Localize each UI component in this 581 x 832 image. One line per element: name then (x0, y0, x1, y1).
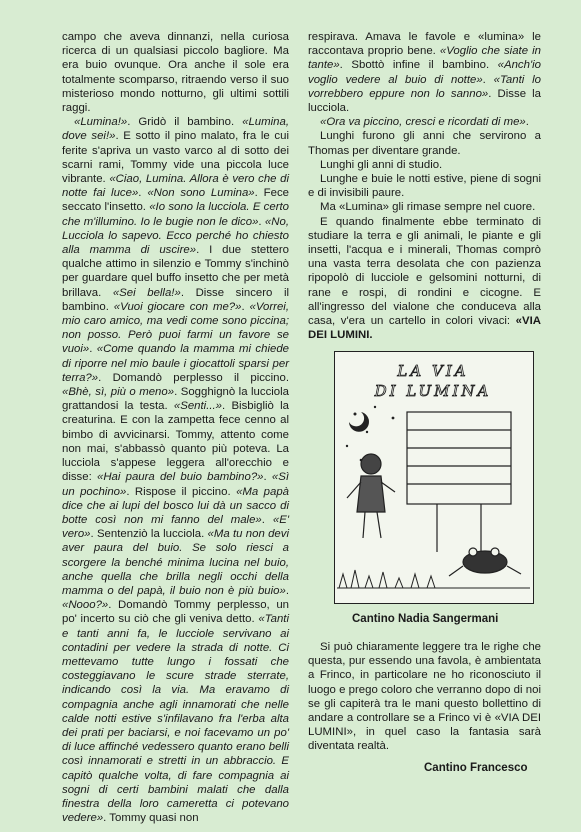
text-run: «Nooo?» (62, 599, 109, 612)
signature: Cantino Francesco (424, 762, 528, 774)
text-run: . I due stettero qualche attimo in silenzio e Tommy s'inchinò per guardare quel buffo insetto che per metà brillava. (62, 244, 289, 299)
text-run: . (258, 215, 265, 228)
text-run: . (263, 471, 272, 484)
text-run: «VIA DEI LUMINI. (308, 315, 541, 342)
illustration (334, 351, 534, 604)
text-run: «Tanti lo vorrebbero eppure non lo sanno» (308, 73, 541, 100)
text-run: . Rispose il piccino. (126, 485, 237, 498)
text-run: «Non sono Lumina» (147, 187, 255, 200)
text-run: Lunghe e buie le notti estive, piene di sogni e di invisibili paure. (308, 173, 541, 200)
closing-paragraph: Si può chiaramente leggere tra le righe che questa, pur essendo una favola, è ambientata a Frinco, in particolare ne ho riconosciuto il luogo e prego coloro che verranno dopo di noi se gli capiterà tra le mani questo bollettino di andare a controllare se a Frinco vi è «VIA DEI LUMINI», in quel caso la fantasia sarà diventata realtà. (308, 641, 541, 753)
text-run: «Lumina, dove sei!» (62, 116, 289, 143)
text-run: «Ma papà dice che ai lupi del bosco lui dà un sacco di botte così non mi fanno del male» (62, 485, 289, 526)
text-run: «Io sono la lucciola. E certo che m'illumino. Io le bugie non le dico» (62, 201, 290, 228)
left-paragraph (62, 115, 289, 825)
text-run: . (285, 584, 289, 597)
signboard-icon (407, 412, 511, 552)
right-column (308, 30, 541, 342)
text-run: «Senti...» (173, 400, 223, 413)
right-paragraph (308, 115, 541, 129)
text-run: Lunghi furono gli anni che servirono a Thomas per diventare grande. (308, 130, 541, 157)
text-run: . (261, 513, 273, 526)
text-run: . Bisbigliò la creaturina. E con la zampetta fece cenno al bimbo di avvicinarsi. Tommy, attento come non mai, s'abbassò quanto più poteva. La lucciola s'appese leggera all'orecchio e disse: (62, 400, 290, 484)
text-run: . E sotto il pino malato, fra le cui ferite s'apriva un vasto varco al di sotto dei scarni rami, Tommy vide una piccola luce vibrante. (62, 130, 289, 186)
text-run: «Anch'io voglio vedere al buio di notte» (308, 59, 541, 86)
text-run: . Sbottò infine il bambino. (339, 59, 498, 72)
frog-icon (449, 548, 521, 576)
text-run: . (241, 300, 250, 313)
right-paragraph (308, 172, 541, 200)
closing-note (308, 640, 541, 754)
text-run: . Domandò perplesso il piccino. (98, 371, 289, 384)
text-run: «Vuoi giocare con me?» (113, 300, 242, 313)
stars-icon (346, 406, 395, 462)
left-column (62, 30, 289, 825)
text-run: «Voglio che siate in tante» (308, 45, 541, 72)
text-run: . Domandò Tommy perplesso, un po' incerto su ciò che gli veniva detto. (62, 599, 289, 626)
boy-figure-icon (347, 454, 395, 538)
illustration-drawing (335, 352, 532, 602)
right-paragraph (308, 158, 541, 172)
moon-icon (349, 412, 369, 432)
text-run: «Bhè, sì, più o meno» (62, 386, 175, 399)
text-run: «Sì un pochino» (62, 471, 289, 498)
text-run: . Tommy quasi non (103, 812, 199, 825)
right-paragraph (308, 200, 541, 214)
text-run: «Vorrei, mio caro amico, ma vedi come sono piccina; non posso. Però puoi farmi un favore se vuoi» (62, 300, 289, 356)
grass-icon (337, 570, 530, 588)
text-run: . (482, 73, 494, 86)
text-run: . (525, 116, 529, 129)
right-paragraph (308, 215, 541, 343)
text-run: «Ora va piccino, cresci e ricordati di me» (320, 116, 526, 129)
text-run: «Ciao, Lumina. Allora è vero che di notte fai luce» (62, 173, 289, 200)
text-run: «Hai paura del buio bambino?» (96, 471, 264, 484)
text-run: E quando finalmente ebbe terminato di studiare la terra e gli animali, le piante e gli insetti, l'acqua e i minerali, Thomas comprò una vasta terra desolata che con pazienza ripopolò di lucciole e gelsomini notturni, di rane e rospi, di rondini e cicogne. E all'ingresso del vialone che conduceva alla casa, v'era un cartello in colori vivaci: (308, 215, 541, 328)
text-run: . Gridò il bambino. (127, 116, 243, 129)
text-run: «Lumina!» (74, 116, 128, 129)
illustration-title-line1: LA VIA (397, 362, 469, 380)
right-paragraph (308, 129, 541, 157)
right-paragraph (308, 30, 541, 115)
text-run: . (138, 187, 148, 200)
left-paragraph (62, 30, 289, 115)
text-run: . Fece seccato l'insetto. (62, 187, 289, 214)
text-run: «No, Lucciola lo sapevo. Ecco perché ho chiesto alla mamma di uscire» (62, 215, 289, 257)
text-run: respirava. Amava le favole e «lumina» le raccontava proprio bene. (308, 31, 541, 58)
text-run: campo che aveva dinnanzi, nella curiosa ricerca di un qualsiasi piccolo bagliore. Ma era buio ovunque. Ora anche il sole era totalmente scomparso, ritraendo verso il suo misterioso mondo notturno, gli ultimi sottili raggi. (62, 31, 289, 115)
text-run: «Sei bella!» (112, 286, 181, 299)
illustration-caption: Cantino Nadia Sangermani (352, 613, 499, 625)
text-run: . Disse sincero il bambino. (62, 286, 290, 313)
text-run: . Sentenziò la lucciola. (90, 528, 208, 541)
text-run: «Ma tu non devi aver paura del buio. Se solo riesci a scorgere la benché minima lucina nel buio, anche quella che brilla negli occhi della mamma o del papà, il buio non è più buio» (62, 528, 289, 597)
text-run: «Tanti e tanti anni fa, le lucciole servivano ai contadini per vedere la strada di notte. Ci mettevamo tutte lungo i fossati che costeggiavano le scure strade sterrate, indicando così la via. Ma eravamo di compagnia anche agli innamorati che nelle calde notti estive s'infilavano fra l'erba alta dei prati per baciarsi, e noi facevamo un po' di luce affinché vedessero quanto erano belli così innamorati e stretti in un abbraccio. E capitò qualche volta, di fare compagnia ai sogni di certi bambini malati che dalla finestra della loro cameretta ci potevano vedere» (62, 613, 289, 825)
text-run: . (89, 343, 97, 356)
text-run: . Sogghignò la lucciola grattandosi la testa. (62, 386, 289, 413)
illustration-title-line2: DI LUMINA (374, 382, 492, 400)
text-run: Ma «Lumina» gli rimase sempre nel cuore. (320, 201, 536, 214)
text-run: «Come quando la mamma mi chiede di riporre nel mio baule i giocattoli sparsi per terra?» (62, 343, 289, 384)
text-run: . Disse la lucciola. (308, 87, 542, 115)
text-run: «E' vero» (62, 513, 289, 541)
text-run: Lunghi gli anni di studio. (320, 158, 443, 171)
